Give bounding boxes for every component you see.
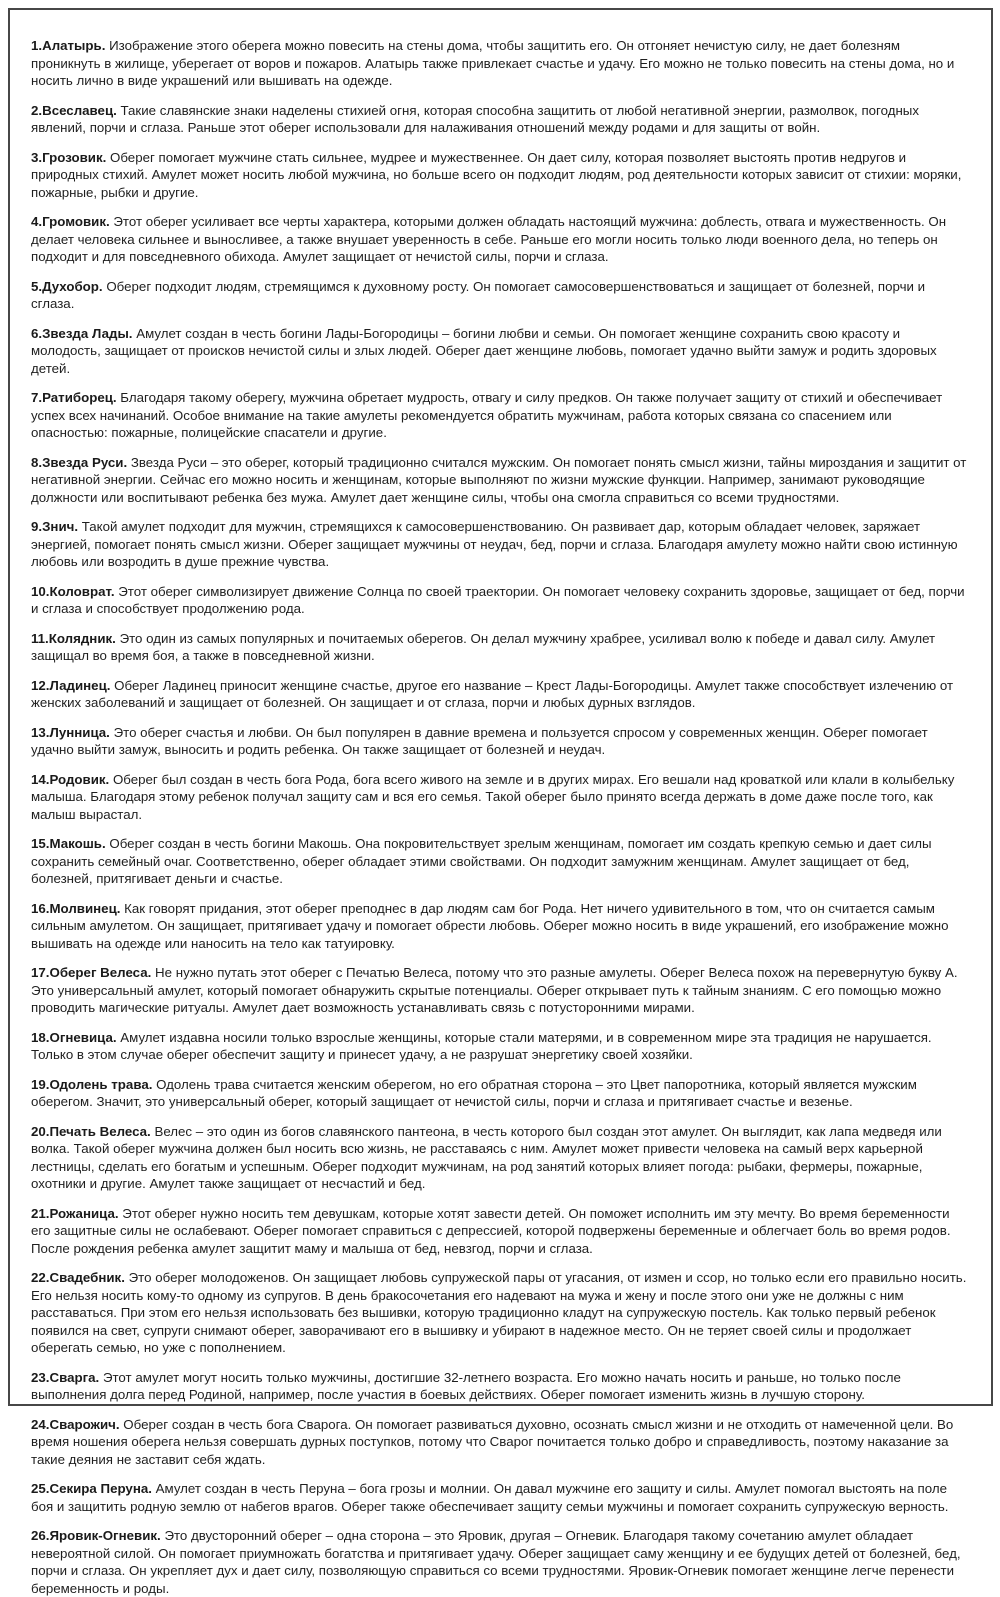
paragraph xyxy=(31,724,968,759)
paragraph-title: 1.Алатырь. xyxy=(31,38,106,53)
paragraph-title: 10.Коловрат. xyxy=(31,583,115,599)
paragraph xyxy=(31,1416,968,1469)
paragraph-title: 22.Свадебник. xyxy=(31,1270,125,1285)
paragraph-title: 19.Одолень трава. xyxy=(31,1076,153,1092)
paragraph-body: Это оберег молодоженов. Он защищает любовь супружеской пары от угасания, от измен и ссор, но только если его правильно носить. Его нельзя носить кому-то одному из супругов. В день бракосочетания его надевают на мужа и жену и после этого они уже не должны с ним расставаться. При этом его нельзя использовать без вышивки, которую традиционно кладут на супружескую постель. Как только первый ребенок появился на свет, супруги снимают оберег, заворачивают его в вышивку и убирают в надежное место. Он не теряет своей силы и продолжает оберегать семью, но уже с пополнением. xyxy=(31,1270,967,1355)
paragraph-body: Этот оберег нужно носить тем девушкам, которые хотят завести детей. Он поможет исполнить им эту мечту. Во время беременности его защитные силы не ослабевают. Оберег помогает справиться с депрессией, которой подвержены беременные и облегчает боль во время родов. После рождения ребенка амулет защитит маму и малыша от бед, невзгод, порчи и сглаза. xyxy=(31,1205,951,1256)
paragraph-body: Это оберег счастья и любви. Он был популярен в давние времена и пользуется спросом у современных женщин. Оберег помогает удачно выйти замуж, выносить и родить ребенка. Он также защищает от болезней и неудач. xyxy=(31,724,928,757)
paragraph-body: Амулет создан в честь богини Лады-Богородицы – богини любви и семьи. Он помогает женщине сохранить свою красоту и молодость, защищает от происков нечистой силы и злых людей. Оберег дает женщине любовь, помогает удачно выйти замуж и родить здоровых детей. xyxy=(31,325,937,376)
paragraph xyxy=(31,964,968,1017)
paragraph-title: 7.Ратиборец. xyxy=(31,390,117,405)
paragraph-title: 21.Рожаница. xyxy=(31,1205,119,1221)
paragraph-title: 26.Яровик-Огневик. xyxy=(31,1528,161,1543)
paragraph-title: 5.Духобор. xyxy=(31,278,103,294)
paragraph-title: 24.Сварожич. xyxy=(31,1416,120,1432)
paragraph xyxy=(31,1205,968,1258)
paragraph-body: Изображение этого оберега можно повесить на стены дома, чтобы защитить его. Он отгоняет нечистую силу, не дает болезням проникнуть в жилище, уберегает от воров и пожаров. Алатырь также привлекает счастье и удачу. Его можно не только повесить на стены дома, но и носить лично в виде украшений или вышивать на одежде. xyxy=(31,38,955,88)
paragraph-title: 6.Звезда Лады. xyxy=(31,325,133,341)
paragraph xyxy=(31,1480,968,1515)
paragraph-body: Оберег создан в честь богини Макошь. Она покровительствует зрелым женщинам, помогает им создать крепкую семью и дает силы сохранить семейный очаг. Соответственно, оберег обладает этими свойствами. Он подходит замужним женщинам. Амулет защищает от бед, болезней, притягивает деньги и счастье. xyxy=(31,836,932,886)
paragraph-title: 3.Грозовик. xyxy=(31,149,107,165)
paragraph-body: Оберег Ладинец приносит женщине счастье, другое его название – Крест Лады-Богородицы. Амулет также способствует излечению от женских заболеваний и защищает от болезней. Он защищает и от сглаза, порчи и любых дурных взглядов. xyxy=(31,677,954,710)
paragraph xyxy=(31,102,968,137)
paragraph-body: Это один из самых популярных и почитаемых оберегов. Он делал мужчину храбрее, усиливал волю к победе и давал силу. Амулет защищал во время боя, а также в повседневной жизни. xyxy=(31,630,936,663)
paragraph xyxy=(31,389,968,442)
paragraph-title: 8.Звезда Руси. xyxy=(31,454,128,470)
paragraph-body: Одолень трава считается женским оберегом, но его обратная сторона – это Цвет папоротника, который является мужским оберегом. Значит, это универсальный оберег, который защищает от нечистой силы, порчи и сглаза и притягивает счастье и везенье. xyxy=(31,1076,917,1109)
paragraph-body: Это двусторонний оберег – одна сторона – это Яровик, другая – Огневик. Благодаря такому сочетанию амулет обладает невероятной силой. Он помогает приумножать богатства и притягивает удачу. Оберег защищает саму женщину и ее будущих детей от болезней, бед, порчи и сглаза. Он укрепляет дух и дает силу, позволяющую справиться со всеми трудностями. Яровик-Огневик помогает женщине легче перенести беременность и роды. xyxy=(31,1528,961,1596)
paragraph xyxy=(31,771,968,824)
paragraph-body: Благодаря такому оберегу, мужчина обретает мудрость, отвагу и силу предков. Он также получает защиту от стихий и обеспечивает успех всех начинаний. Особое внимание на такие амулеты рекомендуется обратить мужчинам, работа которых связана со спасением или опасностью: пожарные, полицейские спасатели и другие. xyxy=(31,390,943,440)
paragraph xyxy=(31,630,968,665)
paragraph xyxy=(31,1076,968,1111)
paragraph xyxy=(31,1029,968,1064)
paragraph-body: Как говорят придания, этот оберег преподнес в дар людям сам бог Рода. Нет ничего удивительного в том, что он считается самым сильным амулетом. Он защищает, притягивает удачу и помогает обрести любовь. Оберег можно носить в виде украшений, его изображение можно вышивать на одежде или наносить на тело как татуировку. xyxy=(31,900,949,951)
paragraph-body: Такие славянские знаки наделены стихией огня, которая способна защитить от любой негативной энергии, размолвок, погодных явлений, порчи и сглаза. Раньше этот оберег использовали для налаживания отношений между родами и для защиты от войн. xyxy=(31,102,920,135)
paragraph xyxy=(31,677,968,712)
paragraph xyxy=(31,583,968,618)
paragraph-title: 25.Секира Перуна. xyxy=(31,1481,152,1496)
paragraph xyxy=(31,900,968,953)
paragraph-body: Этот оберег символизирует движение Солнца по своей траектории. Он помогает человеку сохранить здоровье, защищает от бед, порчи и сглаза и способствует продолжению рода. xyxy=(31,583,965,616)
paragraph-title: 15.Макошь. xyxy=(31,836,106,851)
paragraph-title: 4.Громовик. xyxy=(31,214,110,229)
paragraph xyxy=(31,1269,968,1357)
document-page xyxy=(8,8,993,1596)
paragraph-body: Оберег помогает мужчине стать сильнее, мудрее и мужественнее. Он дает силу, которая позволяет выстоять против недругов и природных стихий. Амулет может носить любой мужчина, но больше всего он подходит людям, род деятельности которых зависит от стихии: моряки, пожарные, рыбки и другие. xyxy=(31,149,962,200)
paragraph-title: 17.Оберег Велеса. xyxy=(31,965,152,980)
paragraph-body: Оберег создан в честь бога Сварога. Он помогает развиваться духовно, осознать смысл жизни и не отходить от намеченной цели. Во время ношения оберега нельзя совершать дурных поступков, потому что Сварог почитается только добро и справедливость, поэтому наказание за такие деяния не заставит себя ждать. xyxy=(31,1416,954,1467)
paragraph-body: Оберег был создан в честь бога Рода, бога всего живого на земле и в других мирах. Его вешали над кроваткой или клали в колыбельку малыша. Благодаря этому ребенок получал защиту сам и вся его семья. Такой оберег было принято всегда держать в доме даже после того, как малыш вырастал. xyxy=(31,771,955,822)
paragraph-title: 9.Знич. xyxy=(31,519,79,534)
paragraph-title: 11.Колядник. xyxy=(31,630,116,646)
paragraph-title: 18.Огневица. xyxy=(31,1029,117,1045)
paragraph xyxy=(31,325,968,378)
paragraph-body: Амулет издавна носили только взрослые женщины, которые стали матерями, и в современном мире эта традиция не нарушается. Только в этом случае оберег обеспечит защиту и принесет удачу, а не разрушат энергетику своей хозяйки. xyxy=(31,1029,932,1062)
paragraph-title: 20.Печать Велеса. xyxy=(31,1123,151,1139)
paragraph-body: Велес – это один из богов славянского пантеона, в честь которого был создан этот амулет. Он выглядит, как лапа медведя или волка. Такой оберег мужчина должен был носить всю жизнь, не расставаясь с ним. Амулет может привести человека на самый верх карьерной лестницы, сделать его богатым и успешным. Оберег подходит мужчинам, на род занятий которых влияет погода: рыбаки, фермеры, пожарные, охотники и другие. Амулет также защищает от несчастий и бед. xyxy=(31,1123,942,1191)
paragraph-body: Оберег подходит людям, стремящимся к духовному росту. Он помогает самосовершенствоваться и защищает от болезней, порчи и сглаза. xyxy=(31,278,926,311)
paragraph-body: Такой амулет подходит для мужчин, стремящихся к самосовершенствованию. Он развивает дар, которым обладает человек, заряжает энергией, помогает понять смысл жизни. Оберег защищает мужчины от неудач, бед, порчи и сглаза. Благодаря амулету можно найти свою истинную любовь или возродить в душе прежние чувства. xyxy=(31,519,958,569)
paragraph-title: 14.Родовик. xyxy=(31,771,110,787)
paragraph-body: Амулет создан в честь Перуна – бога грозы и молнии. Он давал мужчине его защиту и силы. Амулет помогал выстоять на поле боя и защитить родную землю от набегов врагов. Оберег также обеспечивает защиту семьи мужчины и помогает сохранить супружескую верность. xyxy=(31,1481,949,1514)
paragraph xyxy=(31,454,968,507)
paragraph-list xyxy=(31,37,968,1597)
paragraph xyxy=(31,835,968,888)
paragraph-title: 12.Ладинец. xyxy=(31,677,111,693)
paragraph xyxy=(31,149,968,202)
paragraph-body: Звезда Руси – это оберег, который традиционно считался мужским. Он помогает понять смысл жизни, тайны мироздания и защитит от негативной энергии. Сейчас его можно носить и женщинам, которые выполняют по жизни мужские функции. Например, занимают руководящие должности или воспитывают ребенка без мужа. Амулет дает женщине силы, чтобы она смогла справиться со всеми трудностями. xyxy=(31,454,967,505)
paragraph xyxy=(31,213,968,266)
paragraph-title: 13.Лунница. xyxy=(31,724,110,740)
paragraph-body: Этот амулет могут носить только мужчины, достигшие 32-летнего возраста. Его можно начать носить и раньше, но только после выполнения долга перед Родиной, например, после участия в боевых действиях. Оберег помогает изменить жизнь в лучшую сторону. xyxy=(31,1369,901,1402)
paragraph xyxy=(31,1123,968,1193)
paragraph-title: 2.Всеславец. xyxy=(31,102,117,118)
paragraph xyxy=(31,278,968,313)
paragraph-body: Этот оберег усиливает все черты характера, которыми должен обладать настоящий мужчина: доблесть, отвага и мужественность. Он делает человека сильнее и выносливее, а также внушает уверенность в себе. Раньше его могли носить только люди военного дела, но теперь он подходит и для повседневного обихода. Амулет защищает от нечистой силы, порчи и сглаза. xyxy=(31,214,947,264)
paragraph-title: 16.Молвинец. xyxy=(31,900,121,916)
paragraph xyxy=(31,518,968,571)
paragraph xyxy=(31,1527,968,1597)
paragraph-title: 23.Сварга. xyxy=(31,1369,100,1385)
paragraph-body: Не нужно путать этот оберег с Печатью Велеса, потому что это разные амулеты. Оберег Велеса похож на перевернутую букву А. Это универсальный амулет, который помогает обнаружить скрытые потенциалы. Оберег открывает путь к тайным знаниям. С его помощью можно проводить магические ритуалы. Амулет дает возможность устанавливать связь с потусторонними мирами. xyxy=(31,965,958,1015)
paragraph xyxy=(31,1369,968,1404)
paragraph xyxy=(31,37,968,90)
